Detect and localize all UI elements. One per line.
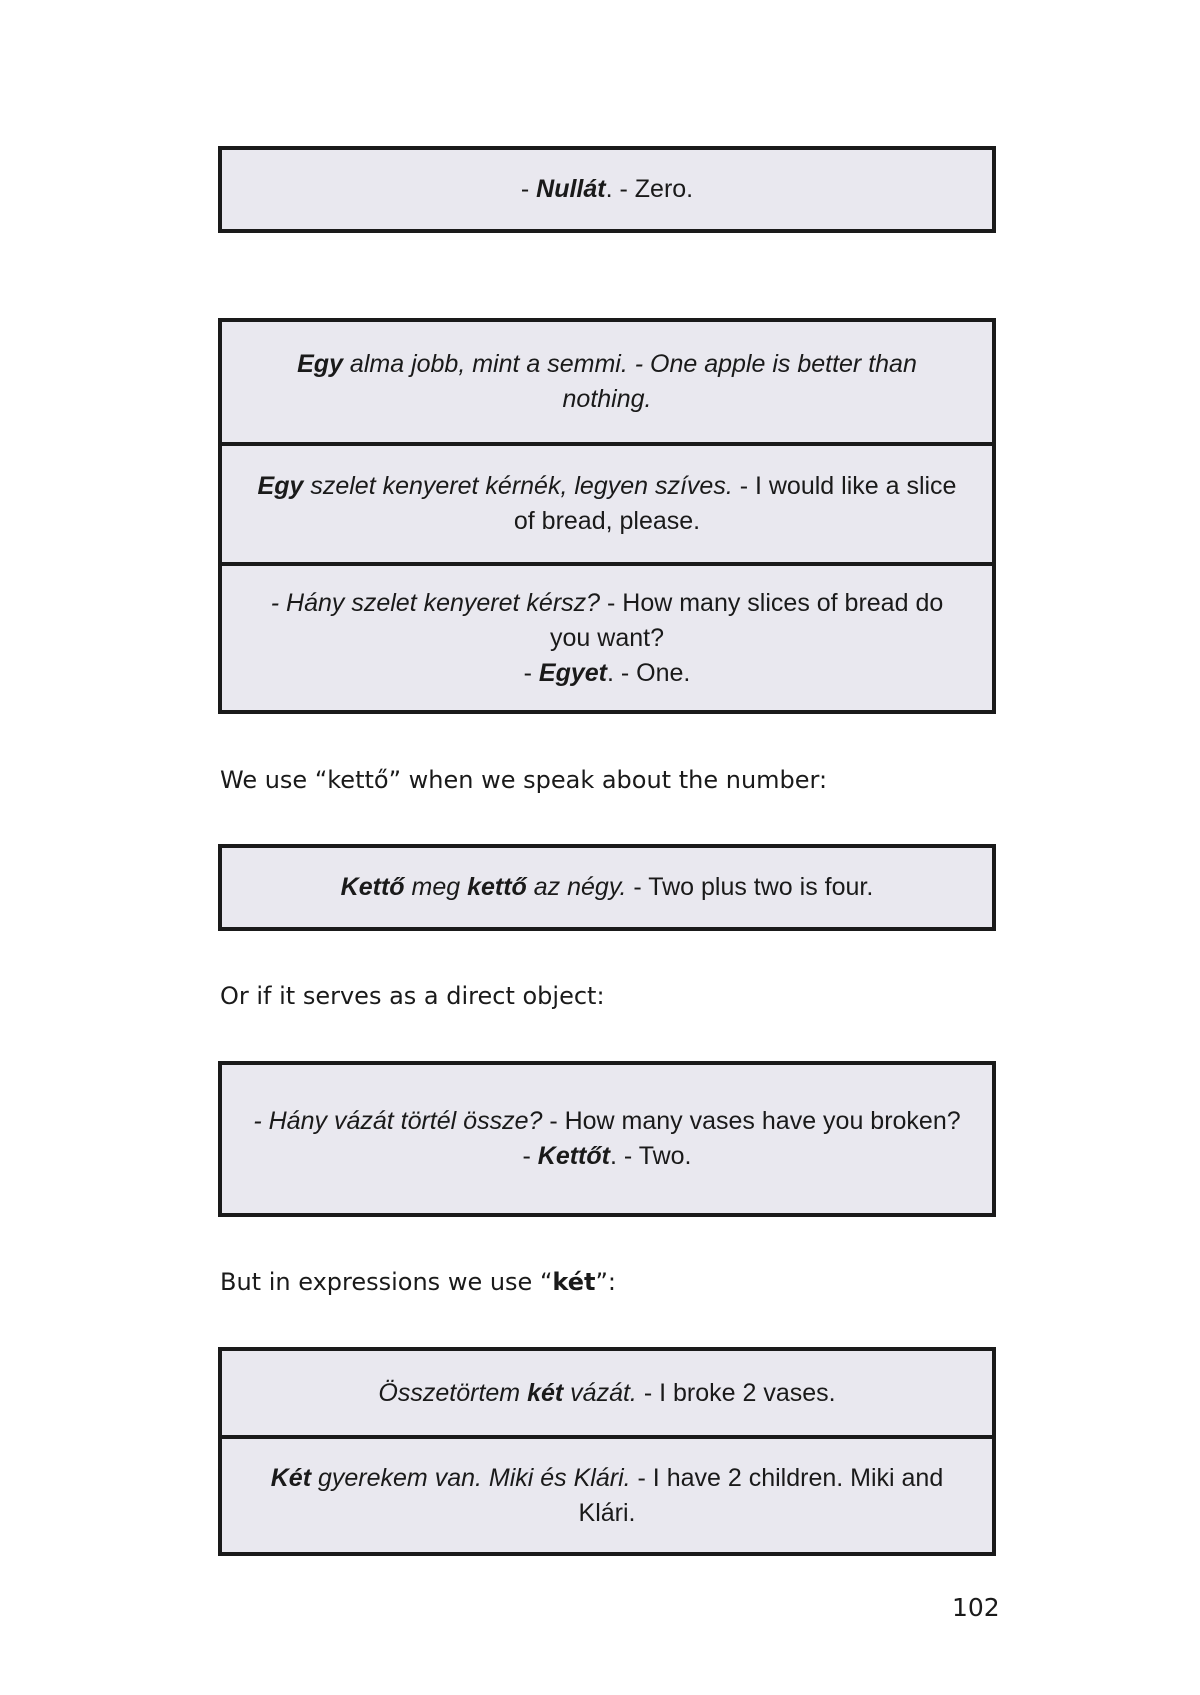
hungarian-number-word: Két (270, 1463, 312, 1492)
english-text: - I would like a slice of bread, please. (513, 472, 957, 535)
text-line (250, 347, 964, 417)
bold-term: két (552, 1268, 596, 1296)
english-text: - How many slices of bread do you want? (550, 588, 944, 652)
prose-text: But in expressions we use “ (220, 1268, 553, 1296)
english-text: . - Zero. (605, 175, 694, 203)
text-line (524, 656, 691, 691)
english-text: - (522, 1142, 538, 1170)
english-text: - Two plus two is four. (626, 873, 874, 901)
text-line (250, 1461, 964, 1531)
english-text: - (520, 175, 537, 203)
example-row (222, 322, 992, 442)
hungarian-text: - Hány vázát törtél össze? (253, 1107, 543, 1135)
hungarian-text: vázát. (563, 1378, 637, 1407)
example-box-direct-object (218, 1061, 996, 1217)
paragraph-ket-expressions (220, 1268, 616, 1296)
example-row (222, 150, 992, 229)
hungarian-number-word: Egy (257, 472, 304, 500)
hungarian-text: meg (404, 873, 468, 901)
example-row (222, 1351, 992, 1435)
paragraph-ketto-number (220, 766, 827, 794)
example-box-ket (218, 1347, 996, 1556)
prose-text: We use “kettő” when we speak about the number: (220, 766, 828, 794)
hungarian-number-word: Nullát (536, 175, 606, 203)
hungarian-text: Összetörtem (378, 1378, 528, 1407)
text-line (521, 172, 693, 207)
english-text: - I have 2 children. Miki and Klári. (578, 1463, 944, 1527)
english-text: - (523, 658, 539, 687)
example-box-egy (218, 318, 996, 714)
text-line (250, 586, 964, 656)
example-row (222, 562, 992, 710)
example-row (222, 442, 992, 562)
hungarian-number-word: Egy (297, 350, 343, 378)
hungarian-number-word: két (527, 1378, 564, 1407)
hungarian-number-word: Kettő (340, 873, 405, 901)
hungarian-text: - Hány szelet kenyeret kérsz? (270, 588, 601, 617)
example-row (222, 848, 992, 927)
english-text: - How many vases have you broken? (542, 1107, 961, 1135)
hungarian-text: alma jobb, mint a semmi. - One apple is better than nothing. (342, 350, 917, 413)
text-line (250, 469, 964, 539)
text-line (522, 1139, 691, 1174)
hungarian-number-word: kettő (467, 873, 527, 901)
paragraph-direct-object (220, 982, 605, 1010)
prose-text: Or if it serves as a direct object: (220, 982, 605, 1010)
text-line (253, 1104, 960, 1139)
hungarian-number-word: Kettőt (537, 1142, 610, 1170)
example-box-zero (218, 146, 996, 233)
example-row (222, 1435, 992, 1552)
example-box-ketto (218, 844, 996, 931)
text-line (378, 1376, 835, 1411)
page-number: 102 (952, 1593, 1000, 1622)
hungarian-text: az négy. (526, 873, 627, 901)
example-row (222, 1065, 992, 1213)
english-text: . - One. (607, 658, 691, 687)
hungarian-number-word: Egyet (538, 658, 607, 687)
prose-text: ”: (595, 1268, 616, 1296)
hungarian-text: szelet kenyeret kérnék, legyen szíves. (303, 472, 733, 500)
hungarian-text: gyerekem van. Miki és Klári. (311, 1463, 631, 1492)
text-line (341, 870, 874, 905)
english-text: - I broke 2 vases. (636, 1378, 836, 1407)
english-text: . - Two. (609, 1142, 692, 1170)
